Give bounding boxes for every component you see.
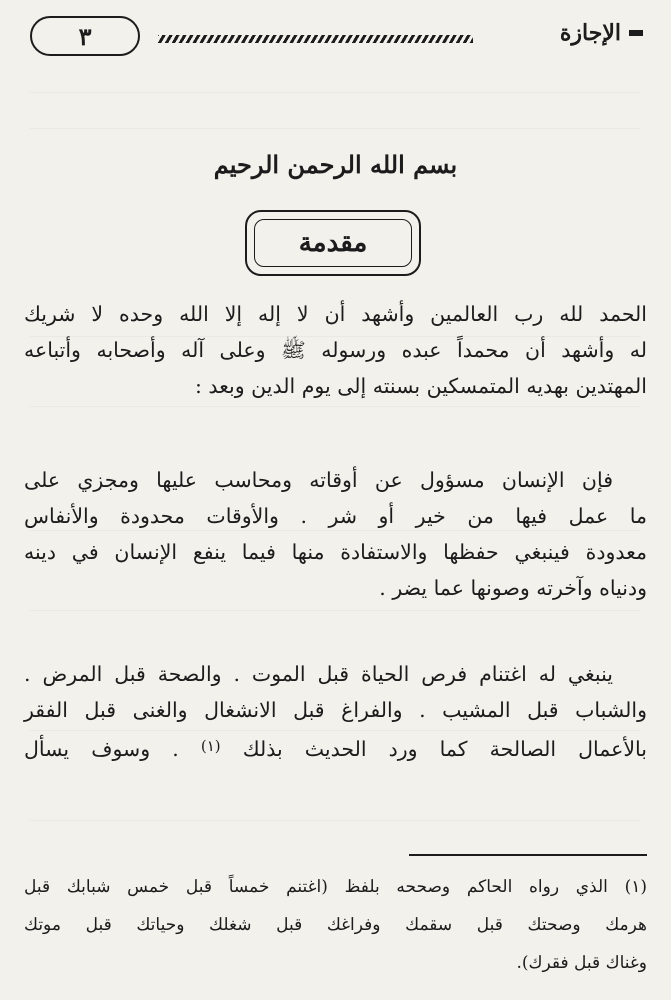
text-line: والشباب قبل المشيب . والفراغ قبل الانشغال والغنى قبل الفقر (24, 698, 647, 722)
text-line: ودنياه وآخرته وصونها عما يضر . (379, 576, 647, 600)
footnote-separator (409, 854, 647, 856)
page-header (30, 16, 643, 64)
text-line: معدودة فينبغي حفظها والاستفادة منها فيما ينفع الإنسان في دينه (24, 540, 647, 564)
footnote-line: هرمك وصحتك قبل سقمك وفراغك قبل شغلك وحياتك قبل موتك (24, 915, 648, 935)
running-title-text: الإجازة (559, 20, 621, 46)
footnote-line: وغناك قبل فقرك). (516, 953, 647, 973)
section-title-frame (245, 210, 421, 276)
footnote (24, 868, 647, 982)
text-segment: . وسوف يسأل (24, 737, 179, 761)
text-line: الحمد لله رب العالمين وأشهد أن لا إله إلا الله وحده لا شريك (24, 302, 647, 326)
text-line-with-footnote (24, 728, 647, 767)
footnote-reference[interactable]: (١) (200, 737, 221, 755)
paragraph-2 (24, 462, 647, 606)
text-line: له وأشهد أن محمداً عبده ورسوله ﷺ وعلى آله وأصحابه وأتباعه (24, 338, 647, 362)
footnote-line: (١) الذي رواه الحاكم وصححه بلفظ (اغتنم خمساً قبل خمس شبابك قبل (24, 877, 648, 897)
text-line: المهتدين بهديه المتمسكين بسنته إلى يوم الدين وبعد : (194, 374, 647, 398)
paragraph-3 (24, 656, 647, 767)
running-title (560, 20, 643, 46)
page-number: ٣ (30, 16, 140, 56)
header-bullet-icon (629, 30, 643, 36)
section-title: مقدمة (254, 219, 412, 267)
text-line: ما عمل فيها من خير أو شر . والأوقات محدودة والأنفاس (24, 504, 647, 528)
text-line: ينبغي له اغتنام فرص الحياة قبل الموت . والصحة قبل المرض . (24, 662, 613, 686)
basmala: بسم الله الرحمن الرحيم (213, 150, 458, 179)
text-line: فإن الإنسان مسؤول عن أوقاته ومحاسب عليها ومجزي على (24, 468, 613, 492)
paragraph-1 (24, 296, 647, 404)
text-segment: بالأعمال الصالحة كما ورد الحديث بذلك (242, 737, 647, 761)
header-decorative-rule (158, 35, 473, 43)
